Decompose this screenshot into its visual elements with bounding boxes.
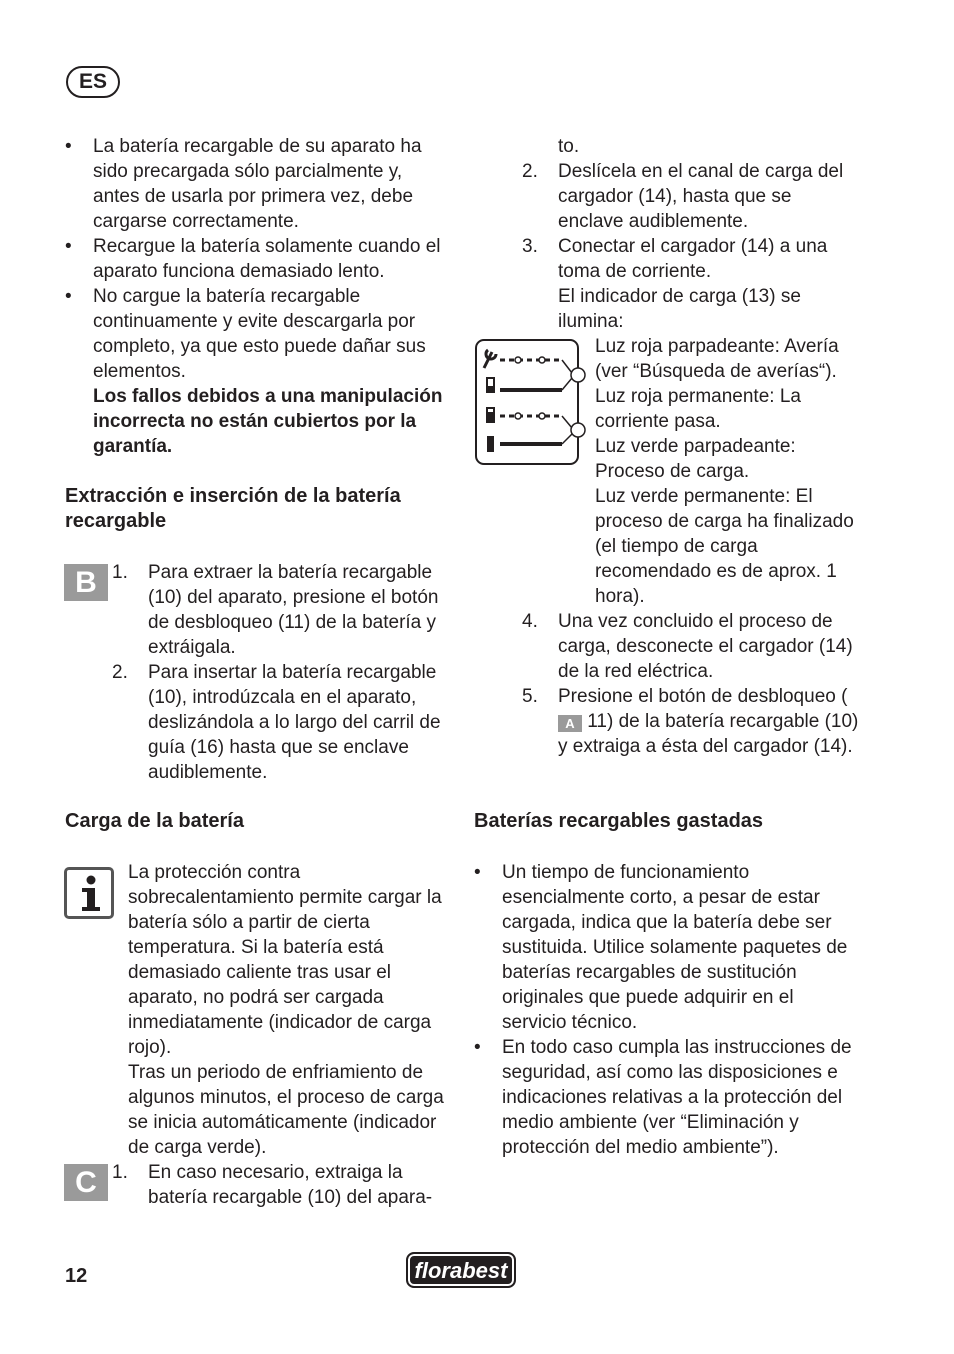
continued-text: to. xyxy=(558,136,580,157)
section-title-battery-removal: Extracción e inserción de la batería recargable xyxy=(65,485,401,532)
info-paragraph: Tras un periodo de enfriamiento de algunos minutos, el proceso de carga se inicia automáticamente (indicador de carga verde). xyxy=(128,1062,444,1158)
removal-steps xyxy=(112,560,450,785)
indicator-legend xyxy=(595,334,860,609)
indicator-item: Luz roja permanente: La corriente pasa. xyxy=(595,386,801,432)
overheat-info xyxy=(128,860,450,1160)
indicator-item: Luz verde permanente: El proceso de carga ha finalizado (el tiempo de carga recomendado es de aprox. 1 hora). xyxy=(595,486,854,607)
list-item: 4. Una vez concluido el proceso de carga, desconecte el cargador (14) de la red eléctrica. xyxy=(522,611,853,682)
charging-step-1 xyxy=(112,1160,450,1210)
language-badge: ES xyxy=(66,66,120,98)
figure-a-mini-badge: A xyxy=(558,715,582,732)
warranty-warning: Los fallos debidos a una manipulación incorrecta no están cubiertos por la garantía. xyxy=(93,386,443,457)
charge-indicator-diagram xyxy=(474,338,594,468)
figure-c-badge: C xyxy=(64,1164,108,1201)
list-item: 2. Deslícela en el canal de carga del cargador (14), hasta que se enclave audiblemente. xyxy=(522,161,844,232)
info-icon xyxy=(64,867,114,919)
list-item: 2. Para insertar la batería recargable (10), introdúzcala en el aparato, deslizándola a lo largo del carril de guía (16) hasta que se enclave audiblemente. xyxy=(112,662,441,783)
indicator-intro: El indicador de carga (13) se ilumina: xyxy=(558,286,801,332)
florabest-logo: florabest xyxy=(406,1252,516,1288)
indicator-item: Luz roja parpadeante: Avería (ver “Búsqueda de averías“). xyxy=(595,336,839,382)
list-item: 3. Conectar el cargador (14) a una toma de corriente. xyxy=(522,236,828,282)
section-title-spent-batteries: Baterías recargables gastadas xyxy=(474,810,764,832)
section-title-charging: Carga de la batería xyxy=(65,810,244,832)
right-column-steps xyxy=(522,609,860,759)
spent-batteries-list xyxy=(474,860,854,1160)
info-paragraph: La protección contra sobrecalentamiento permite cargar la batería sólo a partir de cierta temperatura. Si la batería está demasiado caliente tras usar el aparato, no podrá ser cargada inmediatamente (indicador de carga rojo). xyxy=(128,862,442,1058)
list-item: • La batería recargable de su aparato ha sido precargada sólo parcialmente y, antes de usarla por primera vez, debe cargarse correctamente. xyxy=(65,136,422,232)
figure-b-badge: B xyxy=(64,564,108,601)
list-item: • No cargue la batería recargable continuamente y evite descargarla por completo, ya que esto puede dañar sus elementos. xyxy=(65,286,426,382)
page-number: 12 xyxy=(65,1265,88,1287)
list-item: • Un tiempo de funcionamiento esencialmente corto, a pesar de estar cargada, indica que la batería debe ser sustituida. Utilice solamente paquetes de baterías recargables de sustitución originales que puede adquirir en el servicio técnico. xyxy=(474,862,848,1033)
indicator-item: Luz verde parpadeante: Proceso de carga. xyxy=(595,436,796,482)
list-item: 1. Para extraer la batería recargable (10) del aparato, presione el botón de desbloqueo (11) de la batería y extráigala. xyxy=(112,562,439,658)
list-item: • En todo caso cumpla las instrucciones de seguridad, así como las disposiciones e indicaciones relativas a la protección del medio ambiente (ver “Eliminación y protección del medio ambiente”). xyxy=(474,1037,852,1158)
left-column xyxy=(65,134,450,459)
list-item: 1. En caso necesario, extraiga la batería recargable (10) del apara- xyxy=(112,1162,433,1208)
list-item: • Recargue la batería solamente cuando el aparato funciona demasiado lento. xyxy=(65,236,441,282)
list-item: 5. Presione el botón de desbloqueo (A 11) de la batería recargable (10) y extraiga a ésta del cargador (14). xyxy=(522,686,859,757)
right-column-top xyxy=(522,134,862,334)
